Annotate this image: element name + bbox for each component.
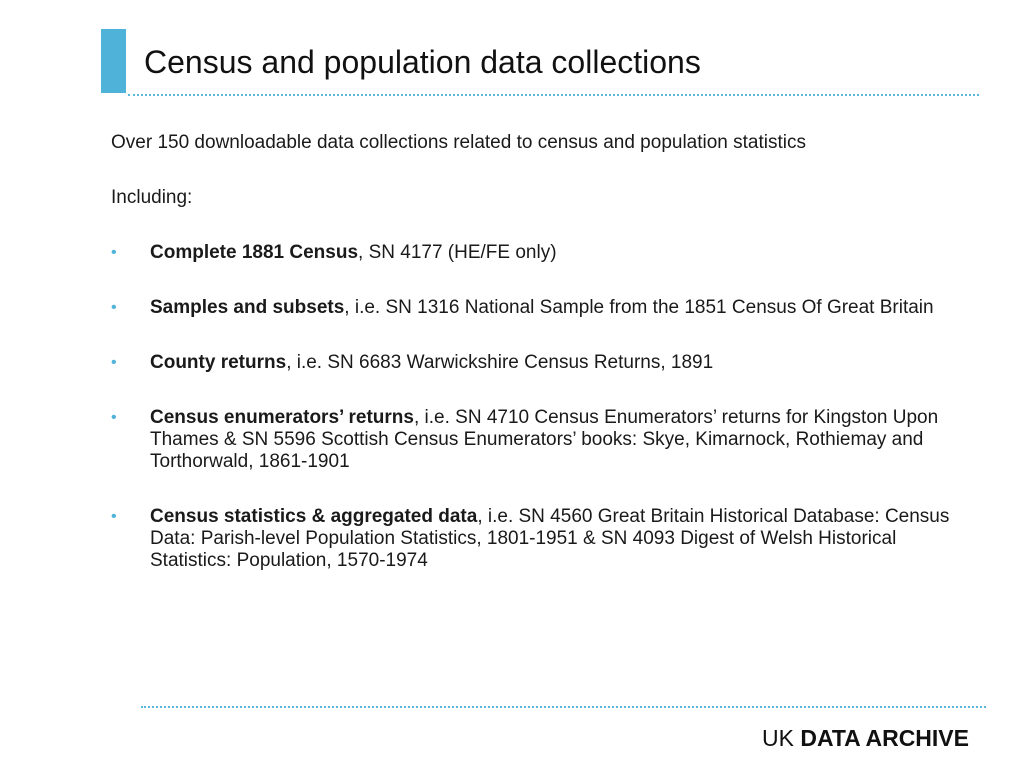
intro-text: Over 150 downloadable data collections related to census and population statistics [111,132,806,153]
bullet-item [111,506,981,572]
bullet-heading: Census enumerators’ returns [150,407,414,428]
logo-prefix: UK [761,725,801,751]
bullet-heading: Complete 1881 Census [150,242,359,263]
bullet-icon: • [111,409,117,426]
bullet-icon: • [111,299,117,316]
bullet-detail: , SN 4177 (HE/FE only) [358,242,557,263]
bullet-icon: • [111,508,117,525]
bullet-icon: • [111,354,117,371]
bullet-heading: Samples and subsets [150,297,345,318]
footer-divider [141,706,986,708]
title-divider [128,94,979,96]
bullet-item [111,242,981,264]
bullet-detail: , i.e. SN 6683 Warwickshire Census Returns, 1891 [286,352,714,373]
bullet-icon: • [111,244,117,261]
bullet-heading: County returns [150,352,287,373]
bullet-list [111,242,981,572]
slide-title: Census and population data collections [144,44,701,80]
bullet-item [111,352,981,374]
logo-strong: DATA ARCHIVE [800,725,969,751]
uk-data-archive-logo [762,724,969,752]
bullet-detail: , i.e. SN 4560 Great Britain Historical Database: Census Data: Parish-level Population Statistics, 1801-1951 & SN 4093 Digest of Welsh Historical Statistics: Population, 1570-1974 [150,506,950,571]
title-accent-bar [101,29,126,93]
bullet-detail: , i.e. SN 4710 Census Enumerators’ returns for Kingston Upon Thames & SN 5596 Scottish Census Enumerators’ books: Skye, Kimarnock, Rothiemay and Torthorwald, 1861-1901 [150,407,939,472]
bullet-item [111,297,981,319]
including-label: Including: [111,187,193,208]
bullet-detail: , i.e. SN 1316 National Sample from the 1851 Census Of Great Britain [344,297,934,318]
slide-body [111,132,981,605]
bullet-heading: Census statistics & aggregated data [150,506,478,527]
bullet-item [111,407,981,473]
